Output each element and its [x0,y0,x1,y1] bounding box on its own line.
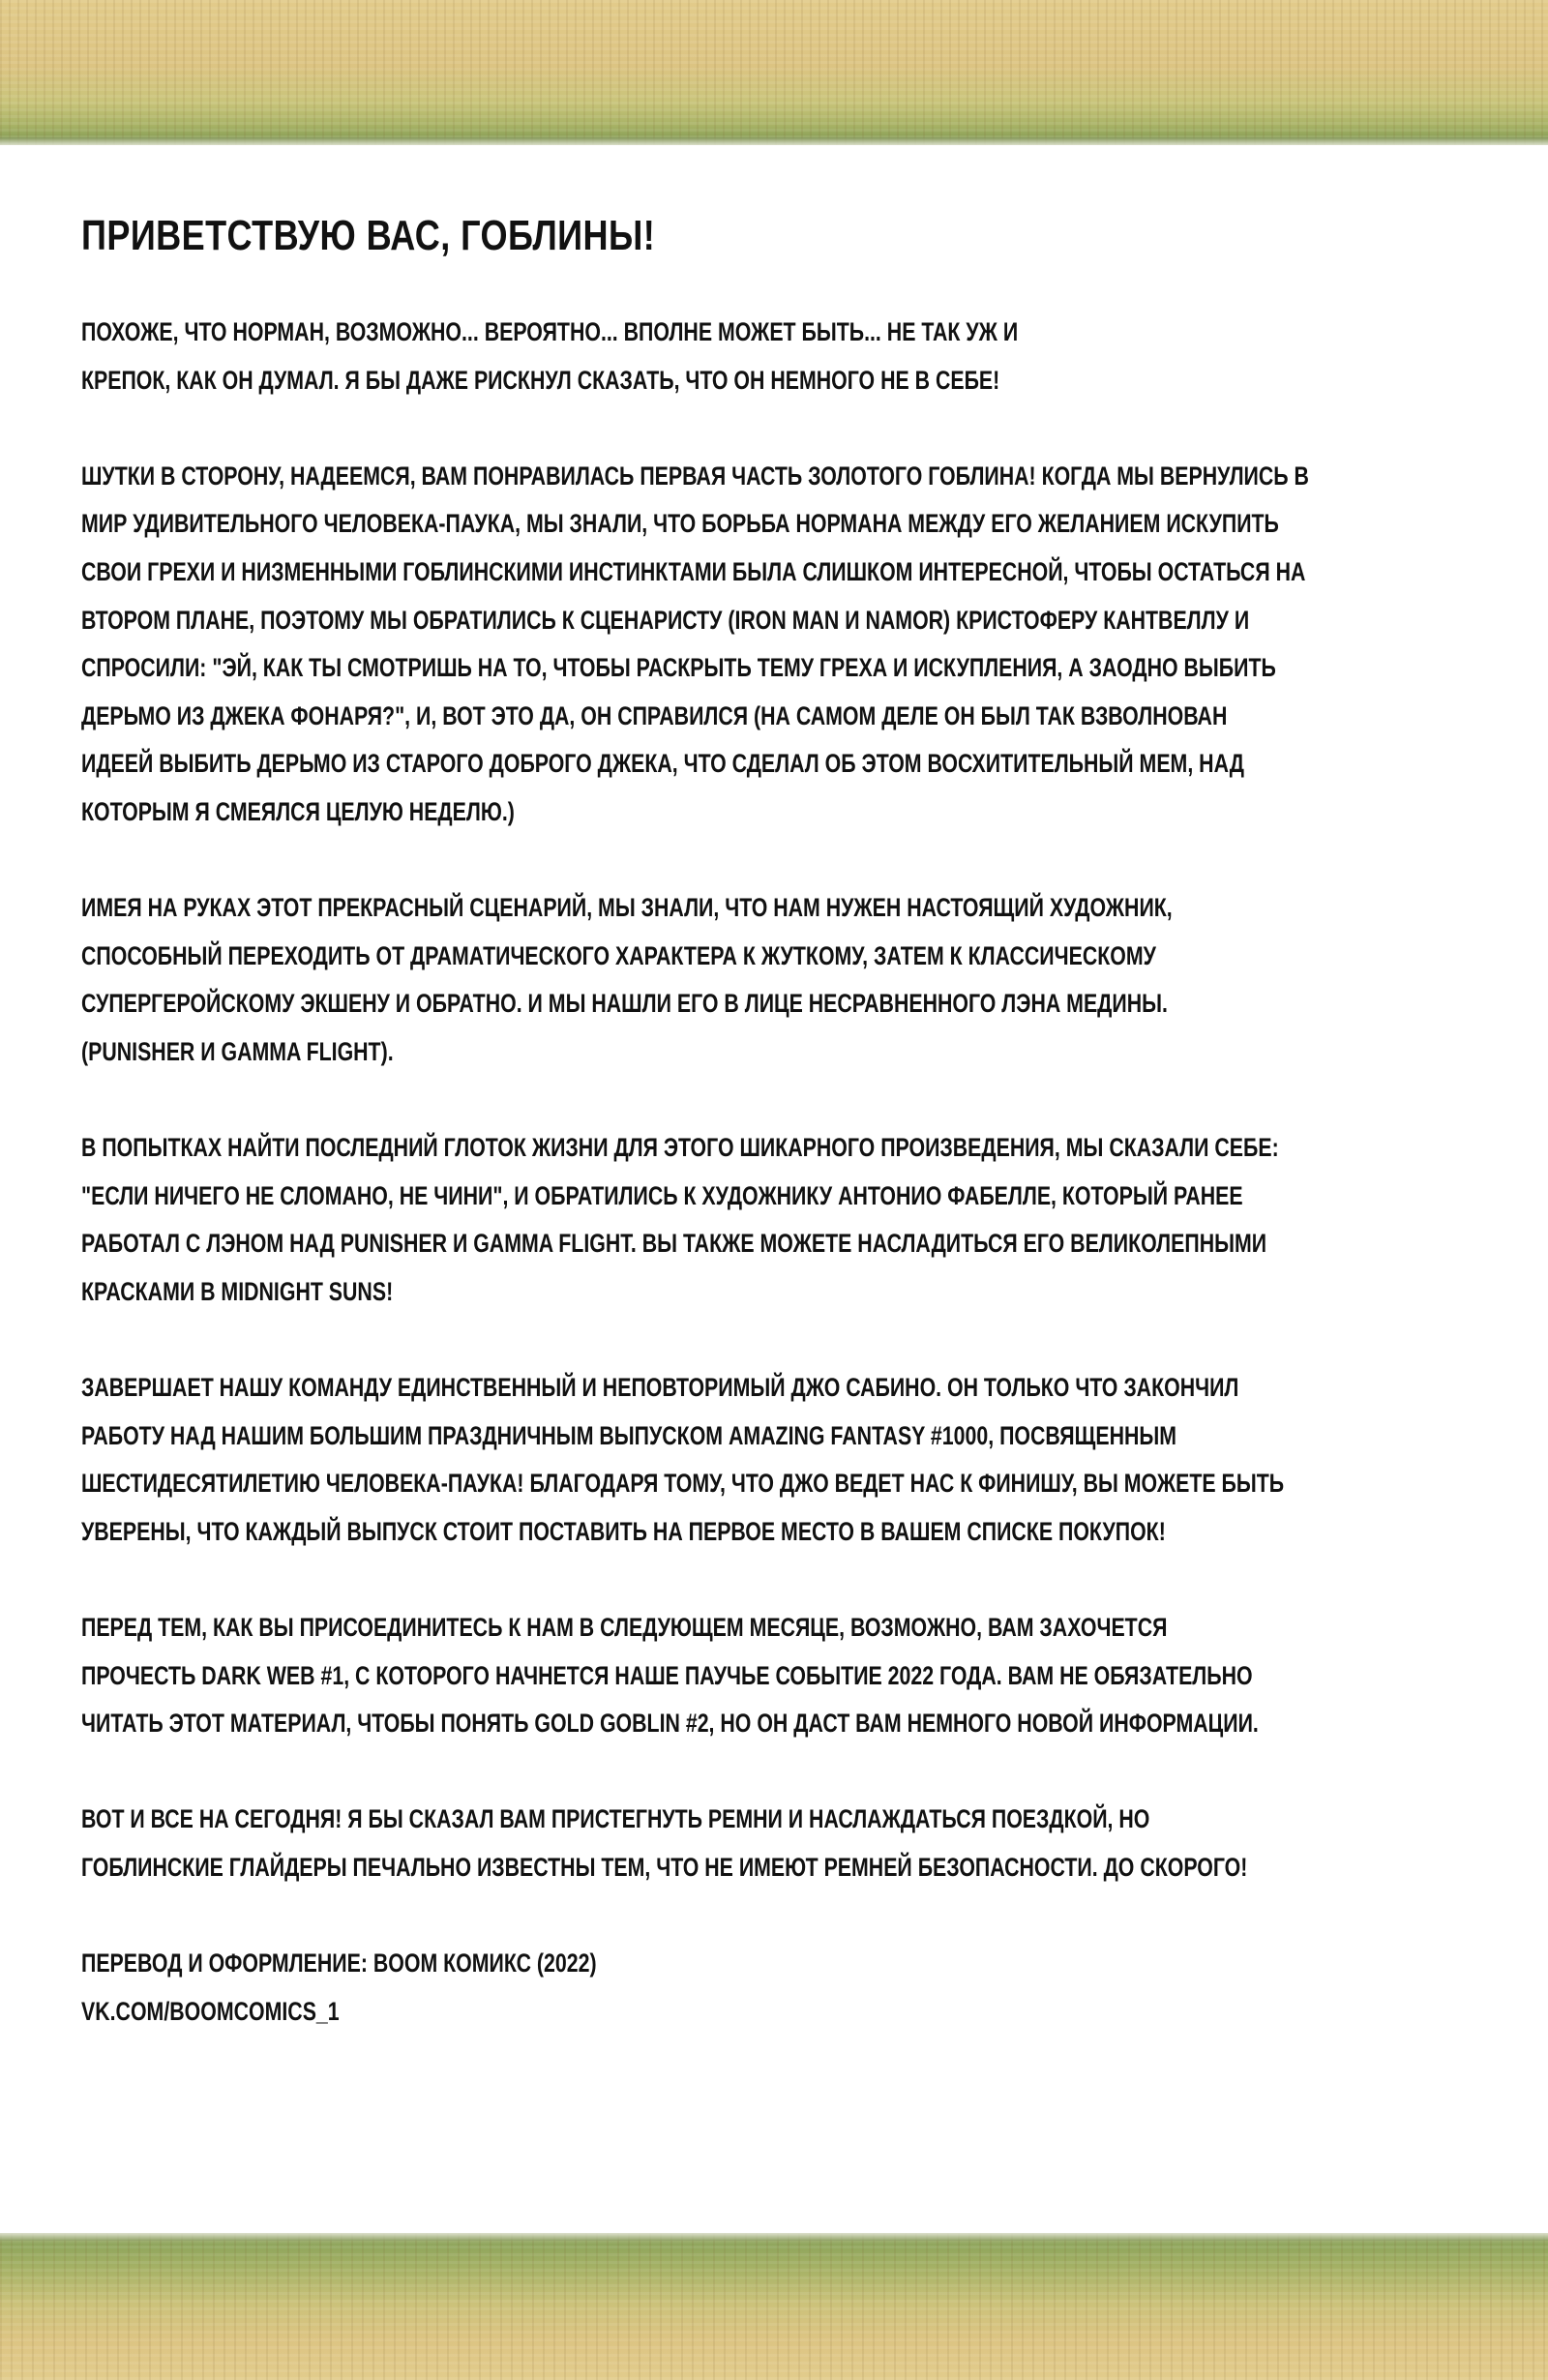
paragraph-line: ИДЕЕЙ ВЫБИТЬ ДЕРЬМО ИЗ СТАРОГО ДОБРОГО ДЖЕКА, ЧТО СДЕЛАЛ ОБ ЭТОМ ВОСХИТИТЕЛЬНЫЙ МЕМ, НАД [81,749,1244,779]
paragraph-line: УВЕРЕНЫ, ЧТО КАЖДЫЙ ВЫПУСК СТОИТ ПОСТАВИТЬ НА ПЕРВОЕ МЕСТО В ВАШЕМ СПИСКЕ ПОКУПОК! [81,1516,1166,1546]
paragraph-line: ШЕСТИДЕСЯТИЛЕТИЮ ЧЕЛОВЕКА-ПАУКА! БЛАГОДАРЯ ТОМУ, ЧТО ДЖО ВЕДЕТ НАС К ФИНИШУ, ВЫ МОЖЕТЕ БЫТЬ [81,1469,1285,1499]
paragraph-line: ИМЕЯ НА РУКАХ ЭТОТ ПРЕКРАСНЫЙ СЦЕНАРИЙ, МЫ ЗНАЛИ, ЧТО НАМ НУЖЕН НАСТОЯЩИЙ ХУДОЖНИК, [81,893,1173,923]
paragraph-line: КРАСКАМИ В MIDNIGHT SUNS! [81,1276,394,1306]
translation-credit: ПЕРЕВОД И ОФОРМЛЕНИЕ: BOOM КОМИКС (2022) [81,1949,597,1978]
paragraph-line: "ЕСЛИ НИЧЕГО НЕ СЛОМАНО, НЕ ЧИНИ", И ОБРАТИЛИСЬ К ХУДОЖНИКУ АНТОНИО ФАБЕЛЛЕ, КОТОРЫЙ РАНЕЕ [81,1180,1243,1210]
paragraph-line: МИР УДИВИТЕЛЬНОГО ЧЕЛОВЕКА-ПАУКА, МЫ ЗНАЛИ, ЧТО БОРЬБА НОРМАНА МЕЖДУ ЕГО ЖЕЛАНИЕМ ИСКУПИТЬ [81,509,1279,539]
paragraph-line: СУПЕРГЕРОЙСКОМУ ЭКШЕНУ И ОБРАТНО. И МЫ НАШЛИ ЕГО В ЛИЦЕ НЕСРАВНЕННОГО ЛЭНА МЕДИНЫ. [81,989,1168,1019]
paragraph-line: ЗАВЕРШАЕТ НАШУ КОМАНДУ ЕДИНСТВЕННЫЙ И НЕПОВТОРИМЫЙ ДЖО САБИНО. ОН ТОЛЬКО ЧТО ЗАКОНЧИЛ [81,1373,1239,1403]
paragraph-line: ШУТКИ В СТОРОНУ, НАДЕЕМСЯ, ВАМ ПОНРАВИЛАСЬ ПЕРВАЯ ЧАСТЬ ЗОЛОТОГО ГОБЛИНА! КОГДА МЫ ВЕРНУЛИСЬ В [81,461,1309,491]
paragraph-line: СВОИ ГРЕХИ И НИЗМЕННЫМИ ГОБЛИНСКИМИ ИНСТИНКТАМИ БЫЛА СЛИШКОМ ИНТЕРЕСНОЙ, ЧТОБЫ ОСТАТЬСЯ НА [81,556,1306,586]
letter-page [81,208,1494,2084]
paragraph-5 [81,1364,1494,1556]
paragraph-line: ПЕРЕД ТЕМ, КАК ВЫ ПРИСОЕДИНИТЕСЬ К НАМ В СЛЕДУЮЩЕМ МЕСЯЦЕ, ВОЗМОЖНО, ВАМ ЗАХОЧЕТСЯ [81,1613,1168,1643]
paragraph-line: СПОСОБНЫЙ ПЕРЕХОДИТЬ ОТ ДРАМАТИЧЕСКОГО ХАРАКТЕРА К ЖУТКОМУ, ЗАТЕМ К КЛАССИЧЕСКОМУ [81,940,1156,970]
paragraph-line: ДЕРЬМО ИЗ ДЖЕКА ФОНАРЯ?", И, ВОТ ЭТО ДА, ОН СПРАВИЛСЯ (НА САМОМ ДЕЛЕ ОН БЫЛ ТАК ВЗВОЛНОВАН [81,700,1228,730]
bottom-decorative-band [0,2233,1548,2380]
paragraph-line: ЧИТАТЬ ЭТОТ МАТЕРИАЛ, ЧТОБЫ ПОНЯТЬ GOLD GOBLIN #2, НО ОН ДАСТ ВАМ НЕМНОГО НОВОЙ ИНФОРМАЦИИ. [81,1709,1259,1739]
paragraph-7 [81,1796,1494,1891]
paragraph-line: ВОТ И ВСЕ НА СЕГОДНЯ! Я БЫ СКАЗАЛ ВАМ ПРИСТЕГНУТЬ РЕМНИ И НАСЛАЖДАТЬСЯ ПОЕЗДКОЙ, НО [81,1804,1150,1834]
paragraph-2 [81,453,1494,837]
paragraph-line: РАБОТАЛ С ЛЭНОМ НАД PUNISHER И GAMMA FLIGHT. ВЫ ТАКЖЕ МОЖЕТЕ НАСЛАДИТЬСЯ ЕГО ВЕЛИКОЛЕПНЫМИ [81,1229,1267,1259]
paragraph-line: КОТОРЫМ Я СМЕЯЛСЯ ЦЕЛУЮ НЕДЕЛЮ.) [81,796,515,826]
paragraph-line: ПОХОЖЕ, ЧТО НОРМАН, ВОЗМОЖНО... ВЕРОЯТНО... ВПОЛНЕ МОЖЕТ БЫТЬ... НЕ ТАК УЖ И [81,317,1019,346]
credits-block [81,1940,1494,2036]
paragraph-line: КРЕПОК, КАК ОН ДУМАЛ. Я БЫ ДАЖЕ РИСКНУЛ СКАЗАТЬ, ЧТО ОН НЕМНОГО НЕ В СЕБЕ! [81,365,1000,395]
paragraph-line: (PUNISHER И GAMMA FLIGHT). [81,1036,394,1066]
paragraph-line: СПРОСИЛИ: "ЭЙ, КАК ТЫ СМОТРИШЬ НА ТО, ЧТОБЫ РАСКРЫТЬ ТЕМУ ГРЕХА И ИСКУПЛЕНИЯ, А ЗАОДНО ВЫБИТЬ [81,653,1276,683]
paragraph-line: ПРОЧЕСТЬ DARK WEB #1, С КОТОРОГО НАЧНЕТСЯ НАШЕ ПАУЧЬЕ СОБЫТИЕ 2022 ГОДА. ВАМ НЕ ОБЯЗАТЕЛЬНО [81,1660,1253,1690]
top-decorative-band [0,0,1548,145]
paragraph-1 [81,309,1494,404]
paragraph-line: ГОБЛИНСКИЕ ГЛАЙДЕРЫ ПЕЧАЛЬНО ИЗВЕСТНЫ ТЕМ, ЧТО НЕ ИМЕЮТ РЕМНЕЙ БЕЗОПАСНОСТИ. ДО СКОРОГО! [81,1853,1248,1882]
paragraph-6 [81,1604,1494,1748]
paragraph-3 [81,884,1494,1076]
group-link[interactable]: VK.COM/BOOMCOMICS_1 [81,1996,340,2026]
paragraph-4 [81,1124,1494,1316]
paragraph-line: РАБОТУ НАД НАШИМ БОЛЬШИМ ПРАЗДНИЧНЫМ ВЫПУСКОМ AMAZING FANTASY #1000, ПОСВЯЩЕННЫМ [81,1420,1177,1450]
page-title: ПРИВЕТСТВУЮ ВАС, ГОБЛИНЫ! [81,212,656,259]
paragraph-line: ВТОРОМ ПЛАНЕ, ПОЭТОМУ МЫ ОБРАТИЛИСЬ К СЦЕНАРИСТУ (IRON MAN И NAMOR) КРИСТОФЕРУ КАНТВЕЛЛУ И [81,605,1250,635]
paragraph-line: В ПОПЫТКАХ НАЙТИ ПОСЛЕДНИЙ ГЛОТОК ЖИЗНИ ДЛЯ ЭТОГО ШИКАРНОГО ПРОИЗВЕДЕНИЯ, МЫ СКАЗАЛИ СЕБЕ: [81,1133,1279,1163]
